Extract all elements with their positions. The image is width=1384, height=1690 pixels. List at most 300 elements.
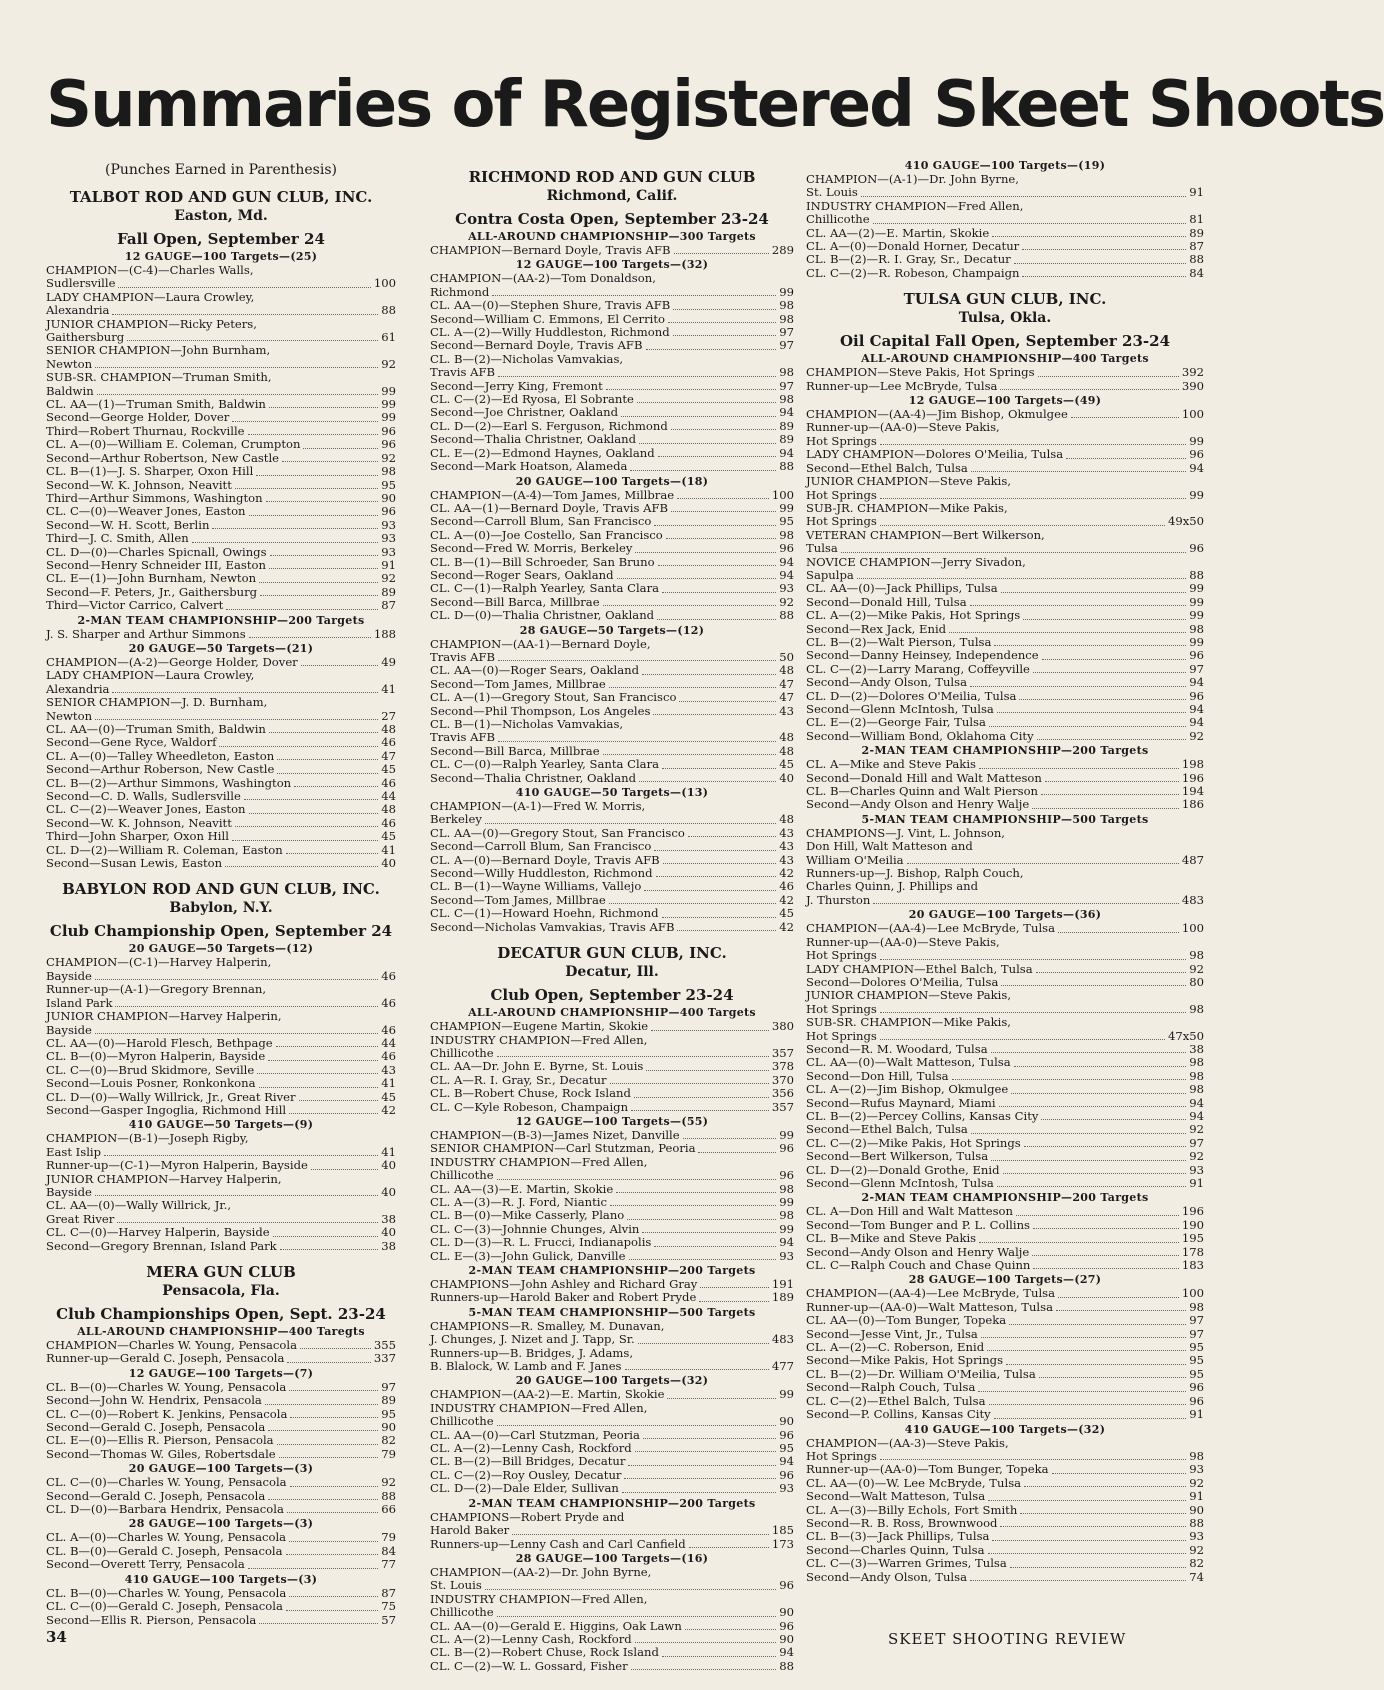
- result-score: 483: [771, 1332, 794, 1347]
- result-score: 487: [1181, 852, 1204, 867]
- result-row: [430, 1633, 794, 1646]
- result-text: Third—Victor Carrico, Calvert: [46, 598, 224, 613]
- dot-leader: [270, 546, 379, 556]
- result-score: 97: [1189, 1326, 1204, 1341]
- dot-leader: [644, 880, 776, 890]
- dot-leader: [631, 1660, 777, 1670]
- result-text: CHAMPION—Eugene Martin, Skokie: [430, 1019, 649, 1034]
- gauge-heading: 5-MAN TEAM CHAMPIONSHIP—500 Targets: [861, 812, 1149, 826]
- result-row: [46, 519, 396, 532]
- result-score: 48: [779, 743, 794, 758]
- result-score: 94: [779, 1645, 794, 1660]
- dot-leader: [1022, 240, 1186, 250]
- result-row: [430, 1060, 794, 1073]
- result-text: CL. B—(0)—Mike Casserly, Plano: [430, 1208, 625, 1223]
- dot-leader: [248, 1558, 378, 1568]
- result-score: 98: [1189, 1055, 1204, 1070]
- event-title: Club Open, September 23-24: [490, 986, 734, 1005]
- result-score: 99: [381, 383, 396, 398]
- dot-leader: [1052, 1463, 1187, 1473]
- dot-leader: [679, 691, 776, 701]
- gauge-heading: ALL-AROUND CHAMPIONSHIP—400 Targets: [468, 1006, 756, 1020]
- result-score: 97: [1189, 1135, 1204, 1150]
- gauge-heading: 28 GAUGE—100 Targets—(16): [515, 1551, 709, 1565]
- result-text: CL. C—(0)—Weaver Jones, Easton: [46, 504, 246, 519]
- dot-leader: [651, 1020, 769, 1030]
- result-text: Chillicothe: [806, 212, 870, 227]
- dot-leader: [987, 1341, 1186, 1351]
- result-score: 188: [373, 626, 396, 641]
- dot-leader: [1014, 253, 1187, 263]
- result-text: Berkeley: [430, 812, 482, 827]
- result-row: [806, 529, 1204, 542]
- result-score: 81: [1189, 212, 1204, 227]
- dot-leader: [492, 286, 776, 296]
- result-text: Runner-up—(C-1)—Myron Halperin, Bayside: [46, 1158, 308, 1173]
- result-row: [806, 1395, 1204, 1408]
- result-row: [430, 894, 794, 907]
- result-text: Travis AFB: [430, 649, 496, 664]
- result-text: Third—Arthur Simmons, Washington: [46, 490, 263, 505]
- result-text: CL. B—(1)—J. S. Sharper, Oxon Hill: [46, 464, 254, 479]
- dot-leader: [1045, 772, 1179, 782]
- event-title: Contra Costa Open, September 23-24: [455, 210, 769, 228]
- gauge-heading: 2-MAN TEAM CHAMPIONSHIP—200 Targets: [468, 1496, 756, 1510]
- dot-leader: [635, 1633, 777, 1643]
- result-text: Second—Donald Hill, Tulsa: [806, 594, 967, 609]
- result-row: [46, 546, 396, 559]
- result-text: LADY CHAMPION—Ethel Balch, Tulsa: [806, 961, 1033, 976]
- result-row: [430, 772, 794, 785]
- result-row: [806, 1354, 1204, 1367]
- dot-leader: [663, 854, 777, 864]
- result-row: [46, 1476, 396, 1489]
- result-text: CL. C—(3)—Johnnie Chunges, Alvin: [430, 1221, 640, 1236]
- result-row: [430, 1524, 794, 1537]
- result-text: St. Louis: [806, 185, 858, 200]
- result-row: [806, 1408, 1204, 1421]
- result-row: [46, 599, 396, 612]
- result-score: 99: [779, 1194, 794, 1209]
- result-score: 42: [779, 866, 794, 881]
- result-score: 98: [1189, 948, 1204, 963]
- result-score: 357: [771, 1045, 794, 1060]
- result-text: Runner-up—(AA-0)—Walt Matteson, Tulsa: [806, 1299, 1053, 1314]
- result-row: [806, 1287, 1204, 1300]
- dot-leader: [104, 1146, 378, 1156]
- result-text: Second—George Holder, Dover: [46, 410, 230, 425]
- result-score: 84: [381, 1543, 396, 1558]
- result-text: CL. A—(2)—Lenny Cash, Rockford: [430, 1631, 632, 1646]
- result-score: 41: [381, 1076, 396, 1091]
- result-text: CL. C—(1)—Ralph Yearley, Santa Clara: [430, 581, 660, 596]
- result-text: Hot Springs: [806, 1001, 877, 1016]
- result-score: 99: [1189, 487, 1204, 502]
- result-text: Second—Roger Sears, Oakland: [430, 567, 614, 582]
- result-score: 48: [381, 722, 396, 736]
- club-location: Tulsa, Okla.: [958, 310, 1052, 327]
- result-text: CHAMPION—(AA-2)—Dr. John Byrne,: [430, 1564, 652, 1579]
- dot-leader: [277, 750, 378, 760]
- dot-leader: [907, 854, 1179, 864]
- result-score: 92: [381, 450, 396, 465]
- dot-leader: [635, 1442, 777, 1452]
- dot-leader: [127, 331, 378, 341]
- dot-leader: [259, 1614, 378, 1624]
- result-row: [46, 1064, 396, 1077]
- result-text: CHAMPIONS—Robert Pryde and: [430, 1509, 625, 1524]
- result-text: CL. A—Don Hill and Walt Matteson: [806, 1204, 1013, 1219]
- result-score: 38: [1189, 1041, 1204, 1056]
- result-text: Second—Willy Huddleston, Richmond: [430, 866, 653, 881]
- result-text: Alexandria: [46, 303, 110, 318]
- result-row: [806, 1504, 1204, 1517]
- dot-leader: [117, 1213, 378, 1223]
- result-row: [46, 844, 396, 857]
- result-score: 84: [1189, 265, 1204, 280]
- result-text: Second—William Bond, Oklahoma City: [806, 728, 1034, 743]
- result-row: [46, 1421, 396, 1434]
- result-row: [46, 710, 396, 723]
- result-row: [806, 976, 1204, 989]
- result-text: CL. B—(2)—Bill Bridges, Decatur: [430, 1454, 626, 1469]
- result-score: 95: [1189, 1340, 1204, 1355]
- dot-leader: [286, 1545, 379, 1555]
- result-text: CL. C—(2)—Ed Ryosa, El Sobrante: [430, 392, 634, 407]
- result-score: 99: [779, 1221, 794, 1236]
- result-row: [430, 1579, 794, 1592]
- result-row: [430, 718, 794, 731]
- result-score: 57: [381, 1612, 396, 1627]
- result-score: 98: [1189, 1448, 1204, 1463]
- result-row: [806, 1259, 1204, 1272]
- result-row: [806, 676, 1204, 689]
- dot-leader: [249, 505, 379, 515]
- result-score: 95: [779, 514, 794, 529]
- result-row: [46, 683, 396, 696]
- result-row: [806, 1530, 1204, 1543]
- result-row: [46, 344, 396, 357]
- dot-leader: [289, 1531, 378, 1541]
- result-text: Chillicothe: [430, 1605, 494, 1620]
- result-score: 88: [1189, 567, 1204, 582]
- result-row: [46, 723, 396, 736]
- result-score: 94: [1189, 675, 1204, 690]
- result-row: [806, 448, 1204, 461]
- dot-leader: [668, 313, 776, 323]
- result-score: 96: [779, 1618, 794, 1633]
- result-row: [806, 596, 1204, 609]
- result-score: 289: [771, 243, 794, 257]
- dot-leader: [512, 1524, 769, 1534]
- result-row: [806, 1056, 1204, 1069]
- result-text: JUNIOR CHAMPION—Steve Pakis,: [806, 474, 1012, 489]
- dot-leader: [610, 1196, 776, 1206]
- result-text: CL. A—(3)—Billy Echols, Fort Smith: [806, 1502, 1018, 1517]
- result-text: East Islip: [46, 1144, 102, 1159]
- result-row: [46, 358, 396, 371]
- gauge-heading: 12 GAUGE—100 Targets—(25): [124, 250, 318, 263]
- dot-leader: [991, 1043, 1187, 1053]
- result-row: [430, 638, 794, 651]
- result-text: CL. D—(0)—Barbara Hendrix, Pensacola: [46, 1502, 284, 1517]
- result-text: CL. AA—(0)—Walt Matteson, Tulsa: [806, 1055, 1011, 1070]
- result-row: [430, 1209, 794, 1222]
- club-location: Babylon, N.Y.: [169, 900, 273, 917]
- gauge-heading: 20 GAUGE—100 Targets—(32): [515, 1374, 709, 1388]
- dot-leader: [671, 420, 776, 430]
- result-text: CL. B—(2)—Dr. William O'Meilia, Tulsa: [806, 1366, 1036, 1381]
- dot-leader: [646, 339, 777, 349]
- dot-leader: [498, 731, 776, 741]
- result-text: JUNIOR CHAMPION—Harvey Halperin,: [46, 1171, 282, 1186]
- dot-leader: [609, 894, 777, 904]
- result-row: [806, 690, 1204, 703]
- result-text: CL. B—(1)—Bill Schroeder, San Bruno: [430, 554, 655, 569]
- result-score: 45: [381, 762, 396, 777]
- gauge-heading: 410 GAUGE—100 Targets—(32): [904, 1422, 1106, 1436]
- result-row: [46, 385, 396, 398]
- dot-leader: [95, 358, 378, 368]
- result-row: [806, 1232, 1204, 1245]
- result-score: 100: [771, 487, 794, 502]
- result-row: [46, 956, 396, 969]
- dot-leader: [497, 1415, 777, 1425]
- column-middle: [430, 158, 794, 1673]
- result-text: Second—W. K. Johnson, Neavitt: [46, 815, 232, 830]
- result-score: 91: [1189, 1489, 1204, 1504]
- result-row: [46, 318, 396, 331]
- dot-leader: [622, 1482, 776, 1492]
- dot-leader: [662, 582, 776, 592]
- dot-leader: [989, 1395, 1187, 1405]
- result-score: 88: [779, 459, 794, 474]
- result-row: [806, 186, 1204, 199]
- dot-leader: [624, 1469, 776, 1479]
- dot-leader: [1037, 730, 1187, 740]
- dot-leader: [300, 1339, 371, 1349]
- result-row: [806, 880, 1204, 893]
- result-text: Second—Fred W. Morris, Berkeley: [430, 541, 633, 556]
- result-score: 92: [1189, 1122, 1204, 1137]
- result-score: 45: [381, 829, 396, 844]
- result-text: Chillicothe: [430, 1414, 494, 1429]
- result-text: CHAMPION—Bernard Doyle, Travis AFB: [430, 243, 671, 257]
- dot-leader: [698, 1142, 776, 1152]
- dot-leader: [1033, 663, 1186, 673]
- result-text: CL. B—(1)—Wayne Williams, Vallejo: [430, 879, 642, 894]
- result-score: 355: [373, 1338, 396, 1352]
- result-row: [806, 1477, 1204, 1490]
- result-text: CHAMPION—(AA-1)—Bernard Doyle,: [430, 636, 651, 651]
- dot-leader: [880, 515, 1165, 525]
- result-row: [46, 656, 396, 669]
- result-score: 99: [779, 1127, 794, 1142]
- dot-leader: [259, 1077, 379, 1087]
- result-row: [806, 1490, 1204, 1503]
- result-score: 46: [381, 995, 396, 1010]
- result-row: [806, 1110, 1204, 1123]
- result-score: 93: [1189, 1162, 1204, 1177]
- result-row: [430, 353, 794, 366]
- dot-leader: [1032, 1246, 1179, 1256]
- result-score: 90: [381, 490, 396, 505]
- result-text: CL. AA—(0)—Carl Stutzman, Peoria: [430, 1427, 640, 1442]
- result-score: 194: [1181, 784, 1204, 799]
- result-text: Second—Andy Olson and Henry Walje: [806, 797, 1030, 812]
- result-score: 82: [1189, 1556, 1204, 1571]
- result-row: [806, 1341, 1204, 1354]
- result-row: [430, 813, 794, 826]
- result-row: [806, 1381, 1204, 1394]
- result-row: [430, 1223, 794, 1236]
- result-row: [46, 1240, 396, 1253]
- result-score: 99: [1189, 581, 1204, 596]
- result-score: 92: [1189, 1475, 1204, 1490]
- result-text: CL. AA—(0)—Jack Phillips, Tulsa: [806, 581, 998, 596]
- dot-leader: [226, 599, 378, 609]
- result-score: 47: [779, 676, 794, 691]
- result-text: Don Hill, Walt Matteson and: [806, 839, 973, 854]
- result-text: CHAMPION—(AA-2)—Tom Donaldson,: [430, 271, 656, 286]
- result-score: 90: [779, 1631, 794, 1646]
- result-text: Second—Andy Olson, Tulsa: [806, 1569, 968, 1584]
- result-score: 46: [779, 879, 794, 894]
- result-score: 95: [1189, 1353, 1204, 1368]
- result-row: [430, 1360, 794, 1373]
- result-score: 93: [381, 531, 396, 546]
- result-text: LADY CHAMPION—Dolores O'Meilia, Tulsa: [806, 447, 1064, 462]
- dot-leader: [841, 542, 1186, 552]
- club-location: Richmond, Calif.: [546, 188, 678, 204]
- result-score: 98: [381, 464, 396, 479]
- result-row: [806, 1557, 1204, 1570]
- result-row: [806, 1003, 1204, 1016]
- result-score: 97: [381, 1379, 396, 1394]
- dot-leader: [970, 676, 1186, 686]
- dot-leader: [301, 656, 379, 666]
- result-text: CL. AA—Dr. John E. Byrne, St. Louis: [430, 1059, 644, 1074]
- result-row: [430, 800, 794, 813]
- dot-leader: [662, 907, 777, 917]
- result-row: [430, 433, 794, 446]
- dot-leader: [639, 433, 776, 443]
- result-text: CL. B—(0)—Gerald C. Joseph, Pensacola: [46, 1543, 283, 1558]
- result-row: [430, 1047, 794, 1060]
- result-text: CL. D—(0)—Charles Spicnall, Owings: [46, 544, 267, 559]
- result-score: 96: [779, 1578, 794, 1593]
- result-score: 99: [1189, 634, 1204, 649]
- gauge-heading: 410 GAUGE—50 Targets—(13): [515, 786, 709, 800]
- result-row: [46, 817, 396, 830]
- result-text: SUB-JR. CHAMPION—Mike Pakis,: [806, 500, 1008, 515]
- result-row: [46, 1587, 396, 1600]
- result-row: [430, 1129, 794, 1142]
- result-text: Hot Springs: [806, 948, 877, 963]
- gauge-heading: 20 GAUGE—100 Targets—(36): [908, 908, 1102, 922]
- dot-leader: [994, 636, 1186, 646]
- result-text: Second—P. Collins, Kansas City: [806, 1407, 991, 1422]
- result-score: 96: [1189, 541, 1204, 556]
- result-text: Chillicothe: [430, 1045, 494, 1060]
- dot-leader: [269, 559, 378, 569]
- result-row: [806, 1030, 1204, 1043]
- dot-leader: [1033, 1219, 1179, 1229]
- column-left: [46, 158, 396, 1627]
- result-row: [430, 529, 794, 542]
- result-score: 185: [771, 1523, 794, 1538]
- result-row: [806, 408, 1204, 421]
- club-name: TALBOT ROD AND GUN CLUB, INC.: [69, 188, 373, 206]
- result-row: [430, 745, 794, 758]
- result-score: 46: [381, 775, 396, 790]
- dot-leader: [1020, 1504, 1186, 1514]
- result-row: [430, 921, 794, 934]
- result-score: 75: [381, 1599, 396, 1614]
- dot-leader: [662, 758, 776, 768]
- result-row: [806, 1205, 1204, 1218]
- result-score: 42: [779, 892, 794, 907]
- result-text: CL. B—(2)—Arthur Simmons, Washington: [46, 775, 292, 790]
- result-row: [46, 479, 396, 492]
- result-score: 98: [1189, 1082, 1204, 1097]
- dot-leader: [311, 1159, 378, 1169]
- result-text: CL. A—R. I. Gray, Sr., Decatur: [430, 1072, 607, 1087]
- result-row: [806, 636, 1204, 649]
- result-score: 189: [771, 1290, 794, 1305]
- result-score: 94: [779, 405, 794, 420]
- result-row: [46, 425, 396, 438]
- club-name: TULSA GUN CLUB, INC.: [903, 290, 1107, 309]
- result-text: CL. AA—(0)—Harold Flesch, Bethpage: [46, 1035, 273, 1050]
- result-row: [806, 663, 1204, 676]
- result-text: Harold Baker: [430, 1523, 510, 1538]
- dot-leader: [699, 1291, 769, 1301]
- result-row: [430, 1320, 794, 1333]
- result-row: [430, 313, 794, 326]
- result-row: [430, 827, 794, 840]
- result-score: 96: [779, 1141, 794, 1156]
- dot-leader: [629, 1250, 777, 1260]
- result-text: CL. C—(2)—Roy Ousley, Decatur: [430, 1467, 622, 1482]
- result-text: CL. D—(3)—R. L. Frucci, Indianapolis: [430, 1235, 652, 1250]
- result-row: [430, 1455, 794, 1468]
- result-text: LADY CHAMPION—Laura Crowley,: [46, 289, 255, 304]
- result-row: [430, 1511, 794, 1524]
- result-score: 46: [381, 735, 396, 750]
- result-score: 356: [771, 1086, 794, 1101]
- dot-leader: [485, 813, 776, 823]
- result-row: [806, 716, 1204, 729]
- result-row: [46, 803, 396, 816]
- result-text: Second—W. H. Scott, Berlin: [46, 517, 210, 532]
- result-score: 195: [1181, 1231, 1204, 1246]
- dot-leader: [259, 572, 378, 582]
- result-row: [430, 1156, 794, 1169]
- result-score: 95: [381, 477, 396, 492]
- result-row: [46, 1199, 396, 1212]
- dot-leader: [1014, 1056, 1187, 1066]
- result-row: [806, 894, 1204, 907]
- result-row: [46, 1614, 396, 1627]
- result-text: Bayside: [46, 968, 92, 983]
- result-row: [806, 1219, 1204, 1232]
- result-score: 196: [1181, 1204, 1204, 1219]
- result-row: [430, 854, 794, 867]
- result-row: [46, 277, 396, 290]
- result-row: [806, 462, 1204, 475]
- result-score: 97: [779, 338, 794, 353]
